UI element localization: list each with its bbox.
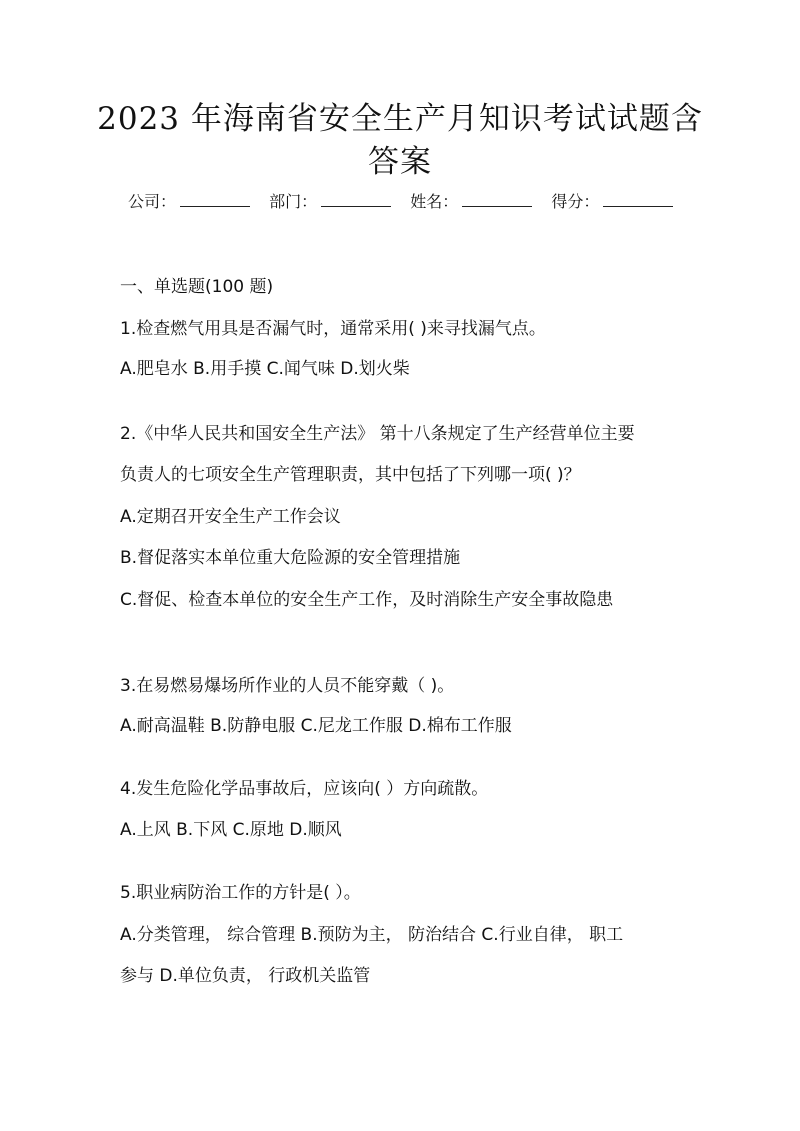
exam-title-line1: 2023 年海南省安全生产月知识考试试题含 <box>97 101 703 137</box>
company-label: 公司： <box>128 192 177 211</box>
company-blank[interactable] <box>180 190 250 207</box>
q5-stem: 5.职业病防治工作的方针是( ）。 <box>120 883 361 903</box>
company-field[interactable] <box>128 190 250 214</box>
name-field[interactable] <box>410 190 532 214</box>
q3-stem: 3.在易燃易爆场所作业的人员不能穿戴（ )。 <box>120 676 455 696</box>
info-fields <box>128 190 688 214</box>
q5-options-line1: A.分类管理， 综合管理 B.预防为主， 防治结合 C.行业自律， 职工 <box>120 925 624 945</box>
q3-options: A.耐高温鞋 B.防静电服 C.尼龙工作服 D.棉布工作服 <box>120 716 512 736</box>
name-label: 姓名： <box>410 192 459 211</box>
score-blank[interactable] <box>603 190 673 207</box>
q1-options: A.肥皂水 B.用手摸 C.闻气味 D.划火柴 <box>120 359 410 379</box>
exam-title-line2: 答案 <box>368 144 432 180</box>
q4-stem: 4.发生危险化学品事故后，应该向( ）方向疏散。 <box>120 779 489 799</box>
department-label: 部门： <box>269 192 318 211</box>
score-field[interactable] <box>551 190 673 214</box>
q2-option-b: B.督促落实本单位重大危险源的安全管理措施 <box>120 548 461 568</box>
q2-option-c: C.督促、检查本单位的安全生产工作，及时消除生产安全事故隐患 <box>120 590 614 610</box>
department-field[interactable] <box>269 190 391 214</box>
q5-options-line2: 参与 D.单位负责， 行政机关监管 <box>120 966 371 986</box>
q2-option-a: A.定期召开安全生产工作会议 <box>120 507 341 527</box>
name-blank[interactable] <box>462 190 532 207</box>
q4-options: A.上风 B.下风 C.原地 D.顺风 <box>120 820 342 840</box>
department-blank[interactable] <box>321 190 391 207</box>
q2-stem-line2: 负责人的七项安全生产管理职责，其中包括了下列哪一项( )？ <box>120 465 581 485</box>
q2-stem-line1: 2.《中华人民共和国安全生产法》 第十八条规定了生产经营单位主要 <box>120 424 635 444</box>
q1-stem: 1.检查燃气用具是否漏气时，通常采用( )来寻找漏气点。 <box>120 319 546 339</box>
section-heading: 一、单选题(100 题) <box>120 277 274 297</box>
score-label: 得分： <box>551 192 600 211</box>
